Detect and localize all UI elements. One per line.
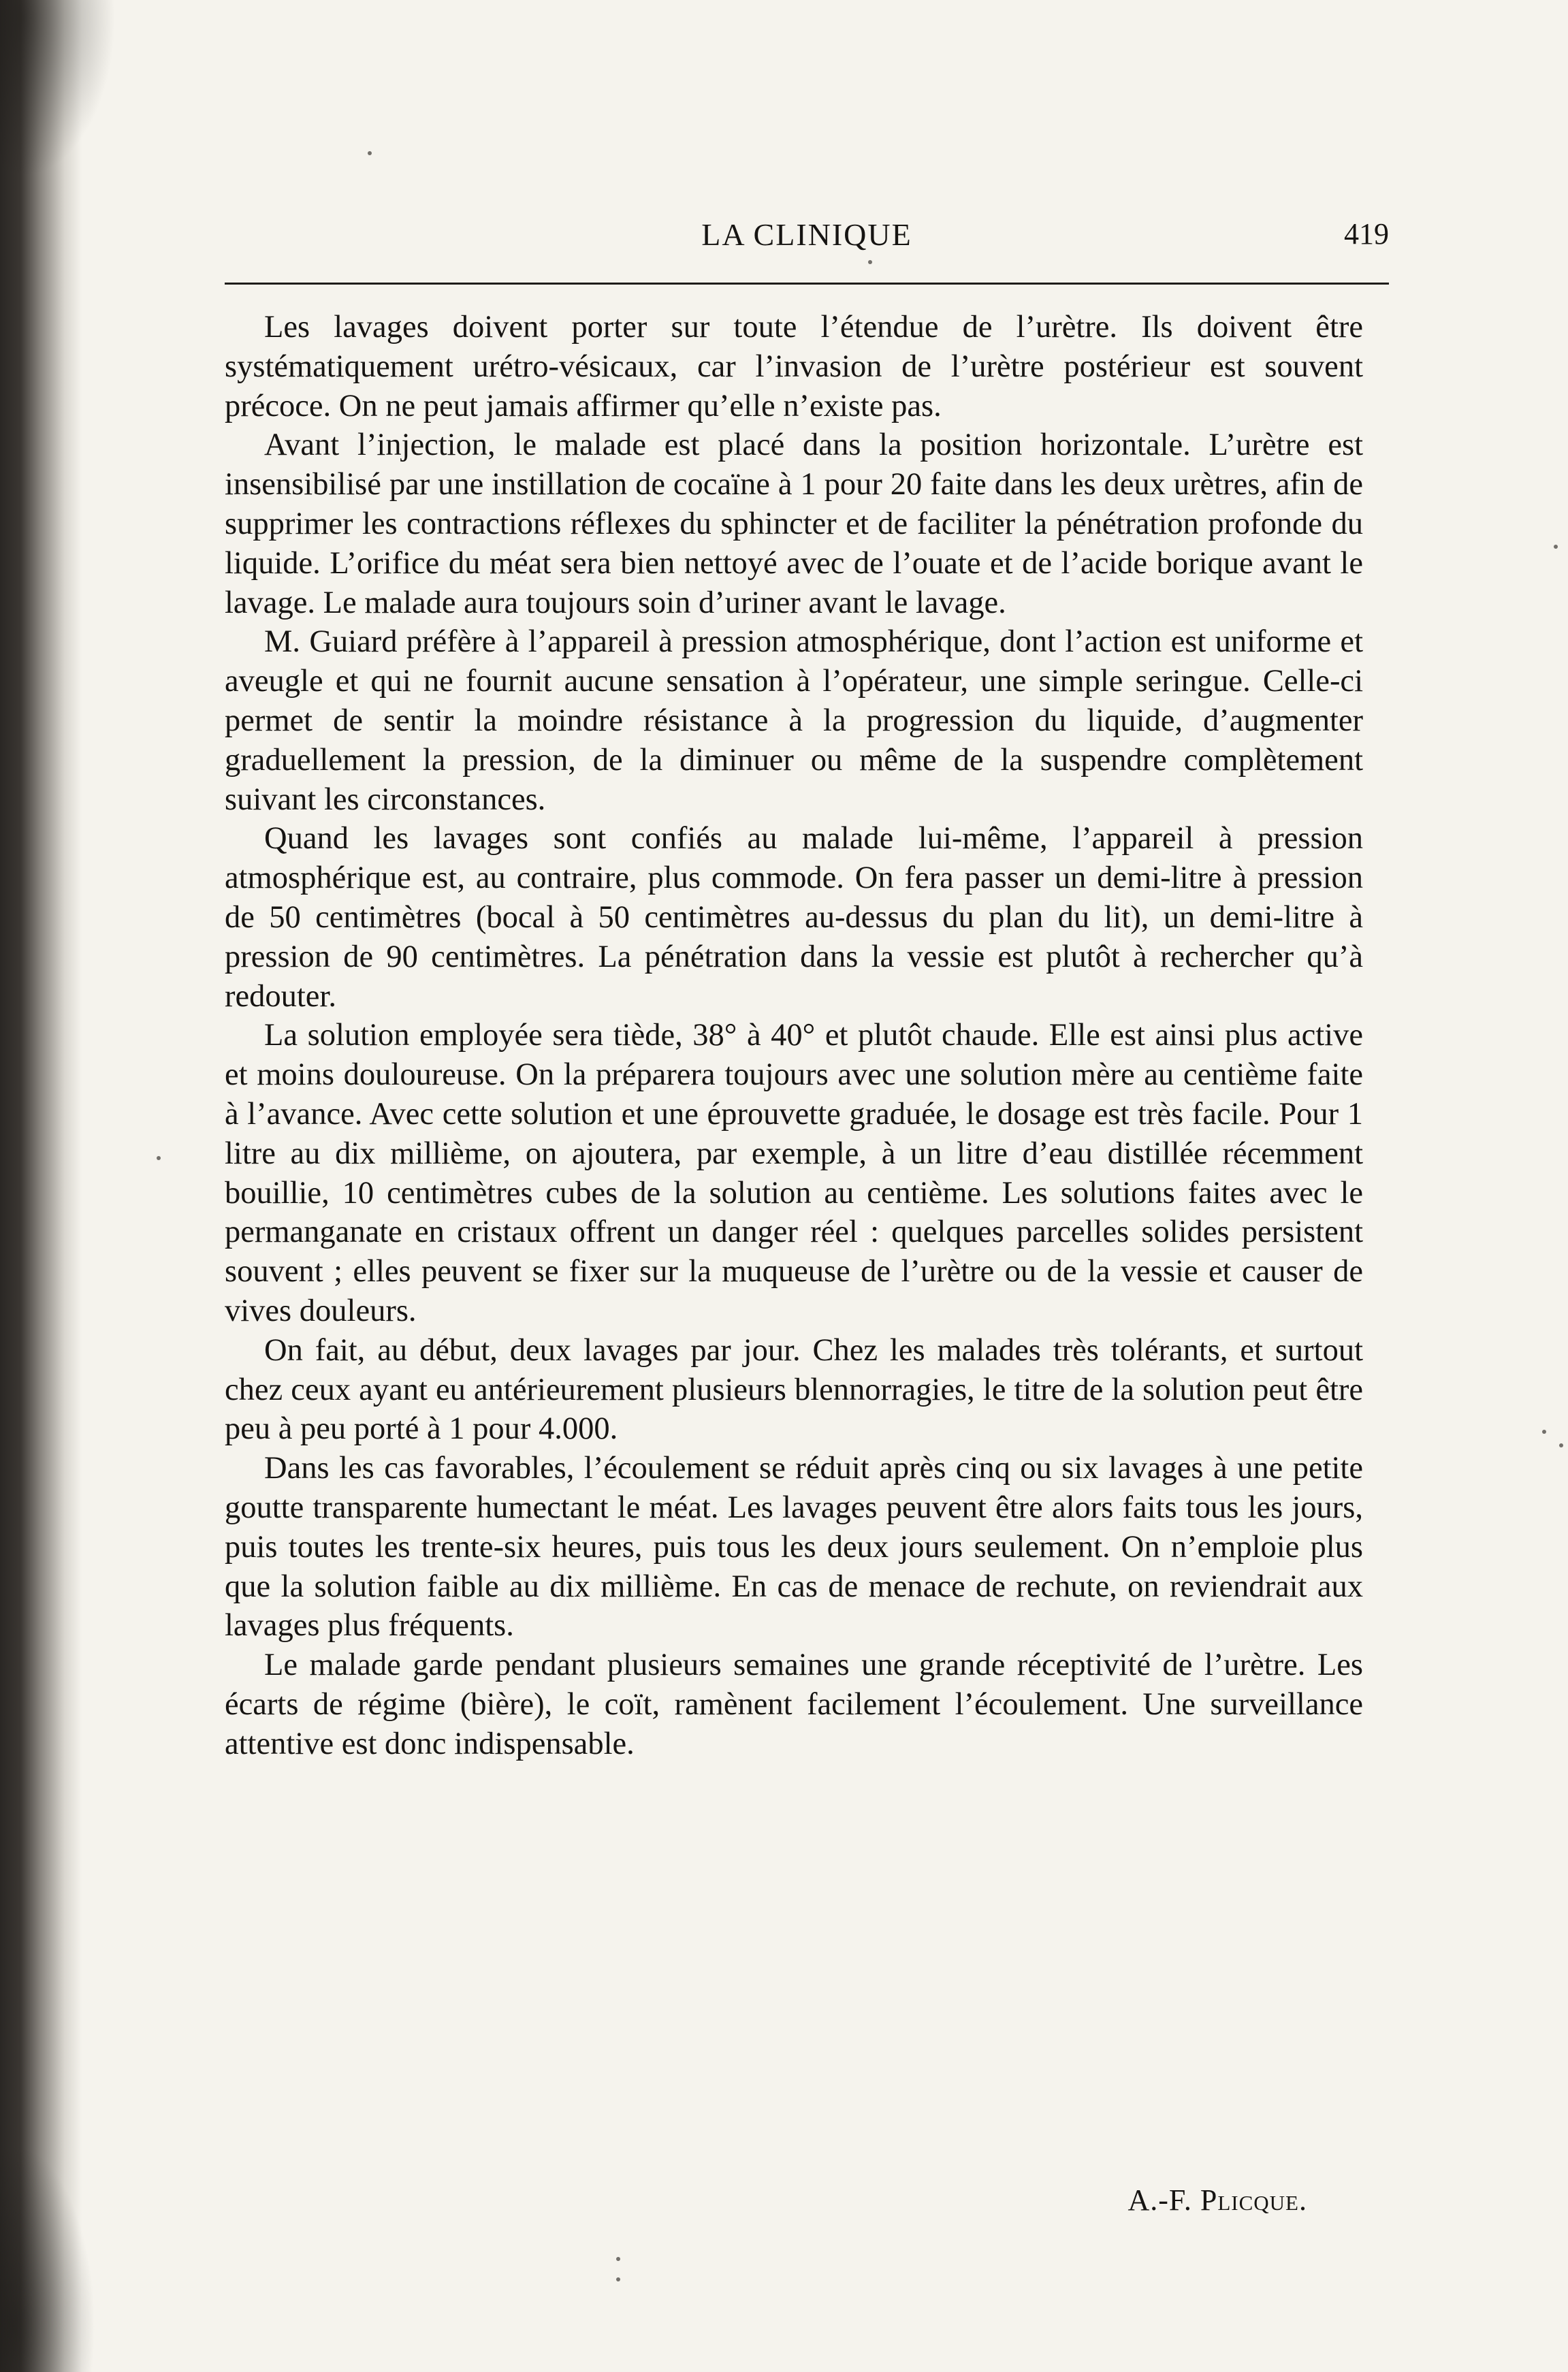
header-rule [225,283,1389,285]
page-number: 419 [1344,217,1389,251]
scan-speck [1554,545,1558,549]
paragraph-4: Quand les lavages sont confiés au malade lui-même, l’appareil à pression atmosphérique est, au contraire, plus commode. On fera passer un demi-litre à pression de 50 centimètres (bocal à 50 centimètres au-dessus du plan du lit), un demi-litre à pression de 90 centimètres. La pénétration dans la vessie est plutôt à rechercher qu’à redouter. [225,821,1363,1014]
paragraph-1: Les lavages doivent porter sur toute l’étendue de l’urètre. Ils doivent être systématiquement urétro-vésicaux, car l’invasion de l’urètre postérieur est souvent précoce. On ne peut jamais affirmer qu’elle n’existe pas. [225,310,1363,423]
paragraph-6: On fait, au début, deux lavages par jour. Chez les malades très tolérants, et surtout chez ceux ayant eu antérieurement plusieurs blennorragies, le titre de la solution peut être peu à peu porté à 1 pour 4.000. [225,1332,1363,1447]
paragraph-3: M. Guiard préfère à l’appareil à pression atmosphérique, dont l’action est uniforme et aveugle et qui ne fournit aucune sensation à l’opérateur, une simple seringue. Celle-ci permet de sentir la moindre résistance à la progression du liquide, d’augmenter graduellement la pression, de la diminuer ou même de la suspendre complètement suivant les circonstances. [225,624,1363,817]
binding-shadow-bottom [0,2145,95,2372]
paragraph-2: Avant l’injection, le malade est placé dans la position horizontale. L’urètre est insensibilisé par une instillation de cocaïne à 1 pour 20 faite dans les deux urètres, afin de supprimer les contractions réflexes du sphincter et de faciliter la pénétration profonde du liquide. L’orifice du méat sera bien nettoyé avec de l’ouate et de l’acide borique avant le lavage. Le malade aura toujours soin d’uriner avant le lavage. [225,428,1363,620]
paragraph-5: La solution employée sera tiède, 38° à 40° et plutôt chaude. Elle est ainsi plus active et moins douloureuse. On la préparera toujours avec une solution mère au centième faite à l’avance. Avec cette solution et une éprouvette graduée, le dosage est très facile. Pour 1 litre au dix millième, on ajoutera, par exemple, à un litre d’eau distillée récemment bouillie, 10 centimètres cubes de la solution au centième. Les solutions faites avec le permanganate en cristaux offrent un danger réel : quelques parcelles solides persistent souvent ; elles peuvent se fixer sur la muqueuse de l’urètre ou de la vessie et causer de vives douleurs. [225,1018,1363,1328]
paragraph-8: Le malade garde pendant plusieurs semaines une grande réceptivité de l’urètre. Les écarts de régime (bière), le coït, ramènent facilement l’écoulement. Une surveillance attentive est donc indispensable. [225,1648,1363,1761]
binding-gutter-shadow [0,0,82,2372]
scan-speck [616,2277,620,2281]
scan-speck [1542,1430,1546,1434]
scan-speck [1559,1443,1563,1447]
article-body [225,308,1363,1763]
author-name: A.-F. Plicque. [1127,2183,1307,2217]
author-signature [225,2183,1307,2217]
scan-speck [868,260,872,264]
scan-speck [157,1156,161,1160]
page-header [225,217,1389,257]
scan-speck [368,151,372,155]
binding-shadow-top [0,0,116,177]
running-title: LA CLINIQUE [701,217,912,252]
scan-speck [616,2257,620,2261]
paragraph-7: Dans les cas favorables, l’écoulement se réduit après cinq ou six lavages à une petite goutte transparente humectant le méat. Les lavages peuvent être alors faits tous les jours, puis toutes les trente-six heures, puis tous les deux jours seulement. On n’emploie plus que la solution faible au dix millième. En cas de menace de rechute, on reviendrait aux lavages plus fréquents. [225,1451,1363,1644]
